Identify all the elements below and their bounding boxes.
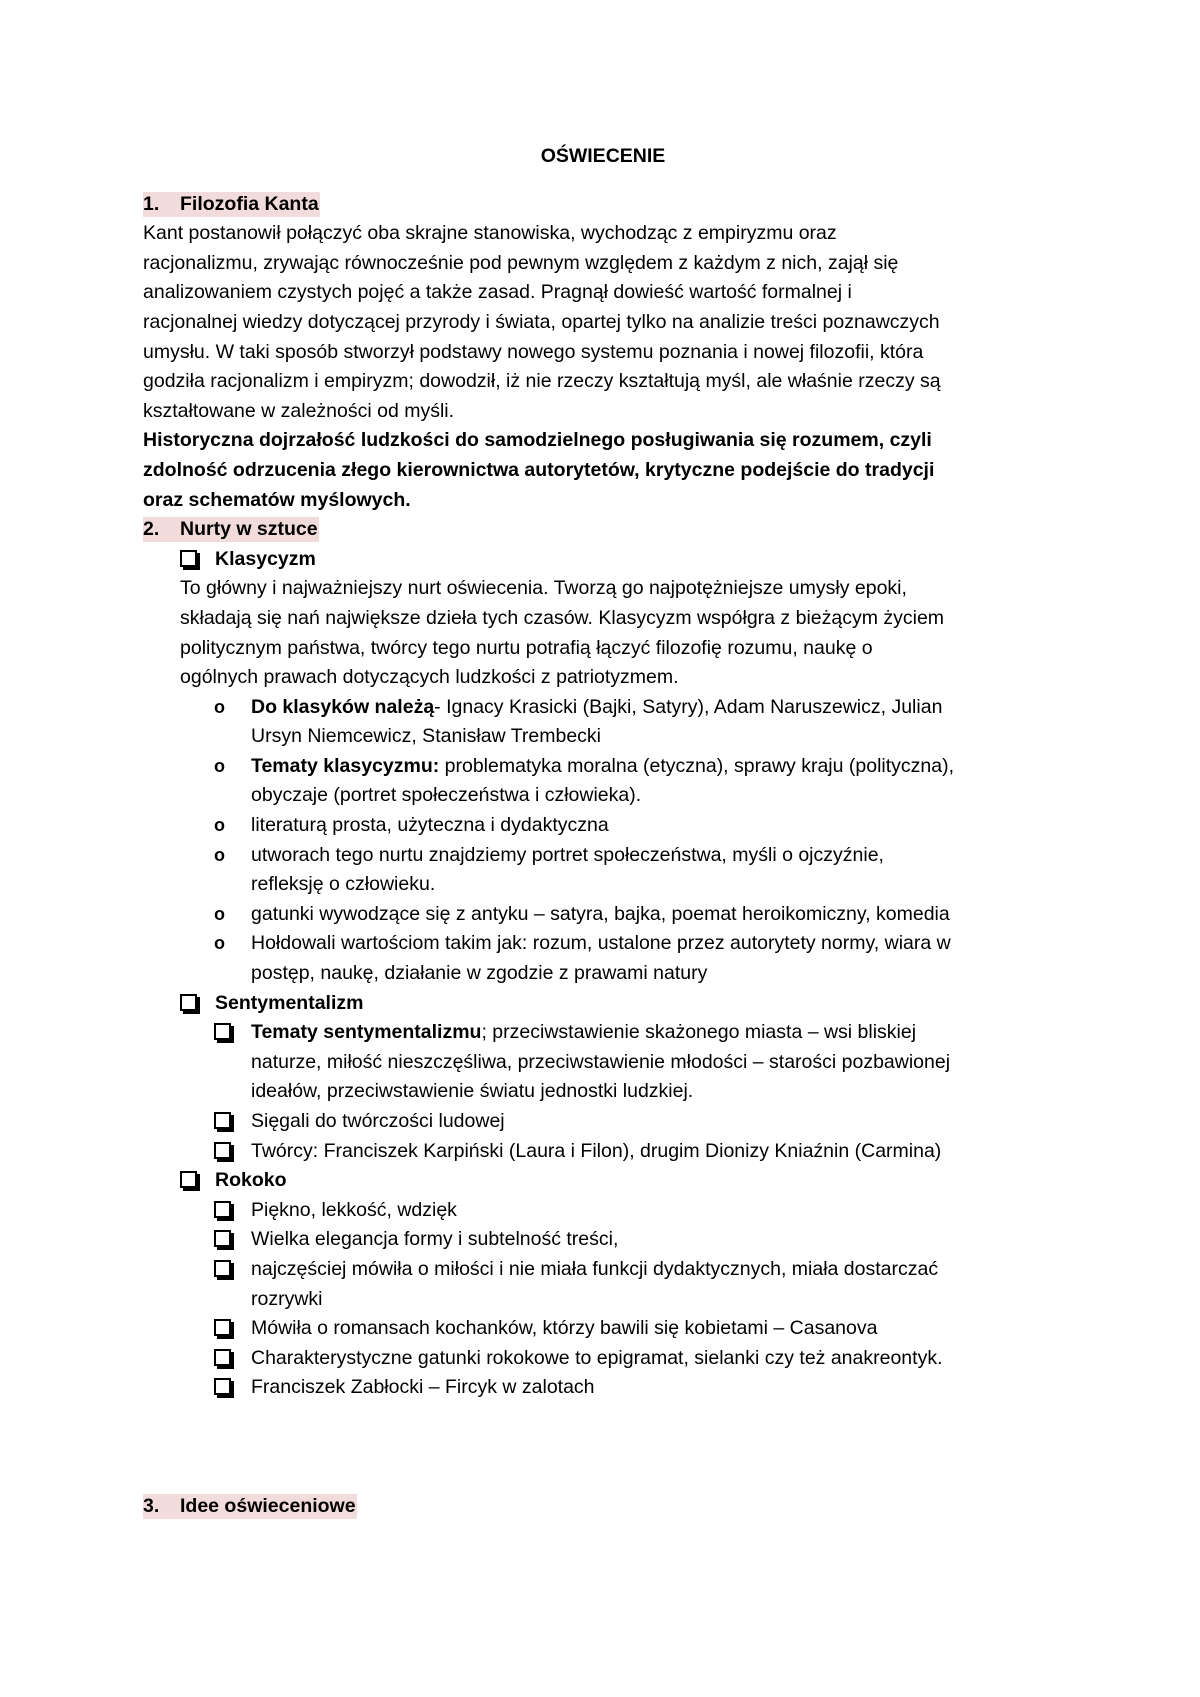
section-2-number: 2. — [143, 518, 160, 541]
rokoko-heading: Rokoko — [143, 1166, 1063, 1196]
checkbox-bullet-icon — [214, 1196, 246, 1226]
checkbox-bullet-icon — [214, 1137, 246, 1167]
checkbox-bullet-icon — [214, 1373, 246, 1403]
checkbox-bullet-icon — [180, 1166, 212, 1196]
document-content — [143, 142, 1063, 1522]
blank-space — [143, 1403, 1063, 1492]
circle-bullet-icon: o — [214, 696, 225, 717]
circle-bullet-icon: o — [214, 903, 225, 924]
checkbox-bullet-icon — [180, 545, 212, 575]
rokoko-item-4: Mówiła o romansach kochanków, którzy bawili się kobietami – Casanova — [143, 1314, 1063, 1344]
checkbox-bullet-icon — [214, 1018, 246, 1048]
rokoko-item-3: najczęściej mówiła o miłości i nie miała funkcji dydaktycznych, miała dostarczać rozrywki — [143, 1255, 1063, 1314]
klasycyzm-heading: Klasycyzm — [143, 545, 1063, 575]
rokoko-item-5: Charakterystyczne gatunki rokokowe to epigramat, sielanki czy też anakreontyk. — [143, 1344, 1063, 1374]
sentymentalizm-item-2: Sięgali do twórczości ludowej — [143, 1107, 1063, 1137]
section-1-title: Filozofia Kanta — [180, 192, 319, 215]
sentymentalizm-heading: Sentymentalizm — [143, 989, 1063, 1019]
klasycyzm-body: To główny i najważniejszy nurt oświecenia. Tworzą go najpotężniejsze umysły epoki, składają się nań największe dzieła tych czasów. Klasycyzm współgra z bieżącym życiem politycznym państwa, twórcy tego nurtu potrafią łączyć filozofię rozumu, naukę o ogólnych prawach dotyczących ludzkości z patriotyzmem. — [180, 577, 945, 689]
klasycyzm-item-4: o utworach tego nurtu znajdziemy portret społeczeństwa, myśli o ojczyźnie, refleksję o człowieku. — [143, 841, 1063, 900]
checkbox-bullet-icon — [214, 1314, 246, 1344]
rokoko-item-2: Wielka elegancja formy i subtelność treści, — [143, 1225, 1063, 1255]
document-title: OŚWIECENIE — [540, 145, 666, 167]
circle-bullet-icon: o — [214, 844, 225, 865]
checkbox-bullet-icon — [214, 1344, 246, 1374]
checkbox-bullet-icon — [214, 1255, 246, 1285]
sentymentalizm-item-3: Twórcy: Franciszek Karpiński (Laura i Filon), drugim Dionizy Kniaźnin (Carmina) — [143, 1137, 1063, 1167]
checkbox-bullet-icon — [214, 1107, 246, 1137]
klasycyzm-item-5: o gatunki wywodzące się z antyku – satyra, bajka, poemat heroikomiczny, komedia — [143, 900, 1063, 930]
section-3-title: Idee oświeceniowe — [180, 1494, 356, 1517]
section-1-body: Kant postanowił połączyć oba skrajne stanowiska, wychodząc z empiryzmu oraz racjonalizmu, zrywając równocześnie pod pewnym względem z każdym z nich, zajął się analizowaniem czystych pojęć a także zasad. Pragnął dowieść wartość formalnej i racjonalnej wiedzy dotyczącej przyrody i świata, opartej tylko na analizie treści poznawczych umysłu. W taki sposób stworzył podstawy nowego systemu poznania i nowej filozofii, która godziła racjonalizm i empiryzm; dowodził, iż nie rzeczy kształtują myśl, ale właśnie rzeczy są kształtowane w zależności od myśli. — [143, 222, 941, 422]
klasycyzm-item-2: o Tematy klasycyzmu: problematyka moralna (etyczna), sprawy kraju (polityczna), obyczaje (portret społeczeństwa i człowieka). — [143, 752, 1063, 811]
checkbox-bullet-icon — [214, 1225, 246, 1255]
section-2-heading — [143, 515, 1063, 545]
section-1-bold-body: Historyczna dojrzałość ludzkości do samodzielnego posługiwania się rozumem, czyli zdolność odrzucenia złego kierownictwa autorytetów, krytyczne podejście do tradycji oraz schematów myślowych. — [143, 429, 935, 511]
section-2-title: Nurty w sztuce — [180, 518, 318, 541]
circle-bullet-icon: o — [214, 755, 225, 776]
section-1-number: 1. — [143, 192, 160, 215]
rokoko-item-6: Franciszek Zabłocki – Fircyk w zalotach — [143, 1373, 1063, 1403]
section-1-heading — [143, 190, 1063, 220]
section-3-number: 3. — [143, 1494, 160, 1517]
checkbox-bullet-icon — [180, 989, 212, 1019]
sentymentalizm-item-1: Tematy sentymentalizmu; przeciwstawienie skażonego miasta – wsi bliskiej naturze, miłość nieszczęśliwa, przeciwstawienie młodości – starości pozbawionej ideałów, przeciwstawienie światu jednostki ludzkiej. — [143, 1018, 1063, 1107]
circle-bullet-icon: o — [214, 933, 225, 954]
klasycyzm-item-3: o literaturą prosta, użyteczna i dydaktyczna — [143, 811, 1063, 841]
rokoko-item-1: Piękno, lekkość, wdzięk — [143, 1196, 1063, 1226]
section-3-heading — [143, 1492, 1063, 1522]
circle-bullet-icon: o — [214, 815, 225, 836]
klasycyzm-item-6: o Hołdowali wartościom takim jak: rozum, ustalone przez autorytety normy, wiara w postęp, naukę, działanie w zgodzie z prawami natury — [143, 929, 1063, 988]
klasycyzm-item-1: o Do klasyków należą- Ignacy Krasicki (Bajki, Satyry), Adam Naruszewicz, Julian Ursyn Niemcewicz, Stanisław Trembecki — [143, 693, 1063, 752]
